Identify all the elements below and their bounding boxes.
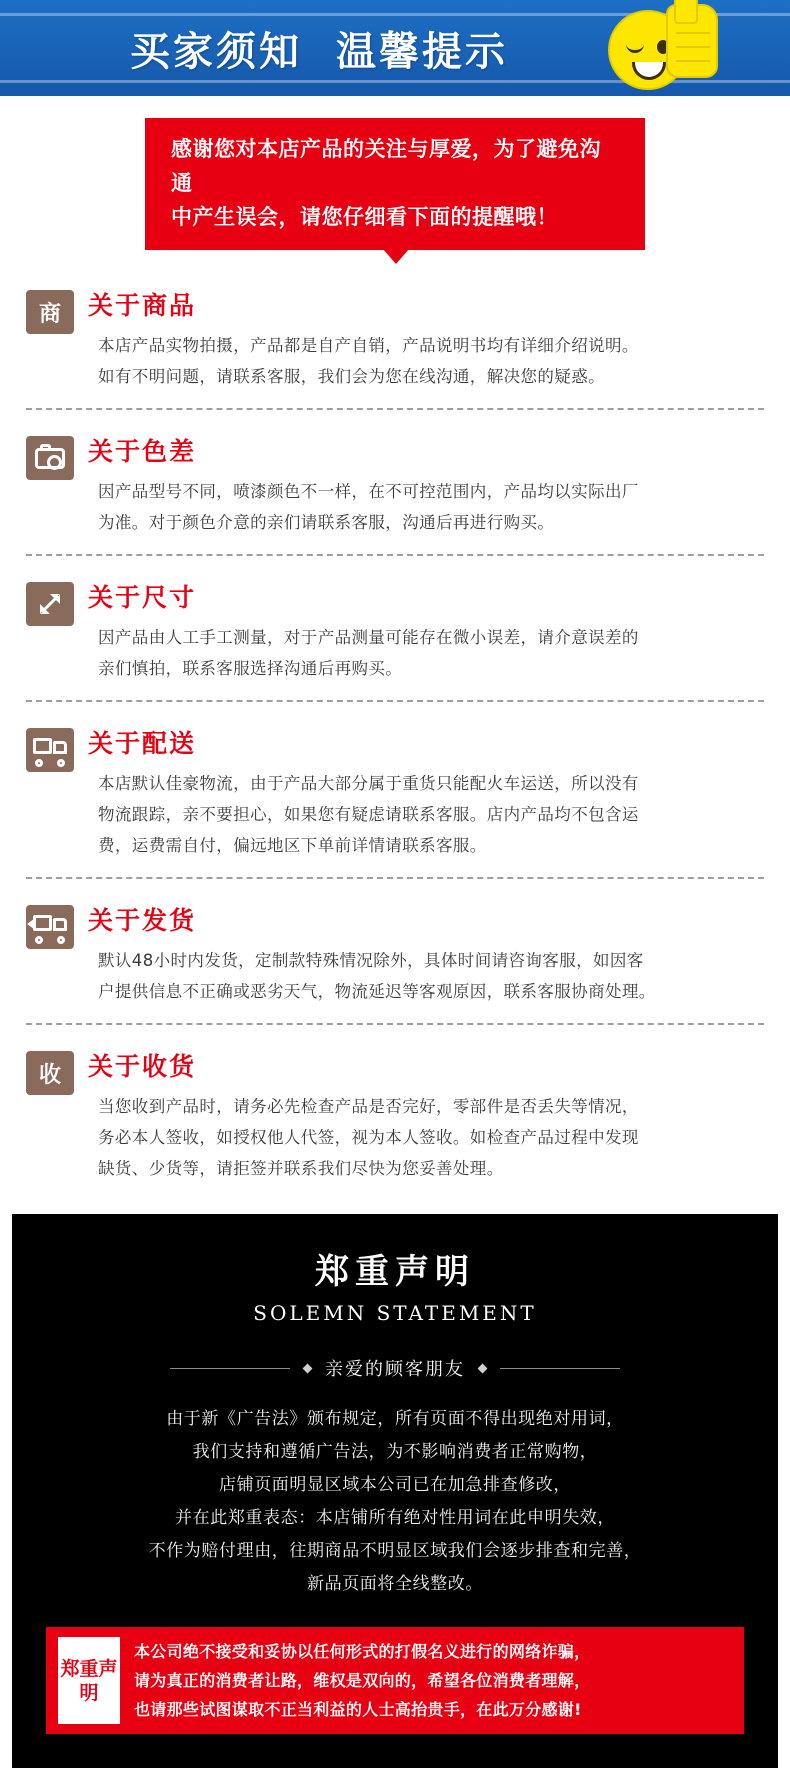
- section-goods-text: [88, 330, 764, 392]
- notice-line-1: 感谢您对本店产品的关注与厚爱，为了避免沟通: [171, 137, 601, 195]
- section-size-body: [88, 578, 764, 684]
- thumb-hand: [666, 4, 718, 78]
- page-header: [0, 0, 790, 96]
- solemn-title: 郑重声明: [315, 1252, 475, 1292]
- text-line: 物流跟踪，亲不要担心，如果您有疑虑请联系客服。店内产品均不包含运: [98, 805, 639, 824]
- text-line: 如有不明问题，请联系客服，我们会为您在线沟通，解决您的疑惑。: [98, 367, 605, 386]
- divider: [26, 554, 764, 556]
- text-line: 当您收到产品时，请务必先检查产品是否完好，零部件是否丢失等情况，: [98, 1097, 639, 1116]
- divider: [26, 1023, 764, 1025]
- thumb-line-3: [676, 60, 710, 62]
- solemn-line: 店铺页面明显区域本公司已在加急排查修改，: [219, 1475, 571, 1495]
- truck-wheel-left: [35, 759, 43, 767]
- section-color-title: 关于色差: [88, 437, 197, 466]
- page-title: 买家须知: [130, 28, 302, 75]
- section-delivery-text: [88, 768, 764, 861]
- truck-box: [33, 738, 52, 754]
- text-line: 因产品由人工手工测量，对于产品测量可能存在微小误差，请介意误差的: [98, 628, 639, 647]
- goods-icon-label: 商: [38, 301, 61, 327]
- header-title-wrap: [130, 20, 508, 77]
- dear-rule-right: [500, 1368, 620, 1369]
- text-line: 费，运费需自付，偏远地区下单前详情请联系客服。: [98, 836, 487, 855]
- notice-line-2: 中产生误会，请您仔细看下面的提醒哦！: [171, 205, 558, 229]
- red-line: 本公司绝不接受和妥协以任何形式的打假名义进行的网络诈骗，: [134, 1642, 591, 1661]
- truck-shipping-icon: [26, 905, 74, 949]
- sections-list: [0, 256, 790, 1200]
- solemn-line: 不作为赔付理由，往期商品不明显区域我们会逐步排查和完善，: [148, 1541, 642, 1561]
- solemn-line: 新品页面将全线整改。: [307, 1574, 483, 1594]
- text-line: 缺货、少货等，请拒签并联系我们尽快为您妥善处理。: [98, 1159, 504, 1178]
- notice-wrap: [0, 96, 790, 256]
- thumb-line-2: [676, 46, 710, 48]
- solemn-statement-block: [12, 1214, 778, 1768]
- camera-icon: [26, 436, 74, 480]
- text-line: 本店默认佳豪物流，由于产品大部分属于重货只能配火车运送，所以没有: [98, 774, 639, 793]
- emoji-mouth: [632, 62, 666, 80]
- truck-wheel-right: [57, 759, 65, 767]
- section-goods-body: [88, 286, 764, 392]
- solemn-body: [36, 1403, 754, 1601]
- section-color: [26, 428, 764, 554]
- red-line: 请为真正的消费者让路，维权是双向的，希望各位消费者理解，: [134, 1671, 591, 1690]
- solemn-line: 由于新《广告法》颁布规定，所有页面不得出现绝对用词，: [166, 1409, 624, 1429]
- section-size: [26, 574, 764, 700]
- solemn-stamp: 郑重声明: [58, 1637, 120, 1724]
- red-line: 也请那些试图谋取不正当利益的人士高抬贵手，在此万分感谢!: [134, 1700, 582, 1719]
- diamond-icon: [303, 1363, 313, 1373]
- section-delivery-body: [88, 724, 764, 861]
- section-color-body: [88, 432, 764, 538]
- solemn-line: 我们支持和遵循广告法，为不影响消费者正常购物，: [192, 1442, 598, 1462]
- truck-icon: [26, 728, 74, 772]
- text-line: 务必本人签收，如授权他人代签，视为本人签收。如检查产品过程中发现: [98, 1128, 639, 1147]
- dear-customer-row: [36, 1355, 754, 1381]
- section-size-title: 关于尺寸: [88, 583, 197, 612]
- text-line: 亲们慎拍，联系客服选择沟通后再购买。: [98, 659, 403, 678]
- text-line: 本店产品实物拍摄，产品都是自产自销，产品说明书均有详细介绍说明。: [98, 336, 639, 355]
- solemn-red-text: [134, 1637, 732, 1724]
- receive-icon: [26, 1051, 74, 1095]
- solemn-red-box: [46, 1627, 744, 1734]
- truck-cab: [53, 741, 67, 754]
- section-receiving-body: [88, 1047, 764, 1184]
- section-goods: [26, 282, 764, 408]
- solemn-line: 并在此郑重表态：本店铺所有绝对性用词在此申明失效，: [175, 1508, 615, 1528]
- truck-cab: [53, 918, 67, 931]
- section-shipping-body: [88, 901, 764, 1007]
- section-delivery-title: 关于配送: [88, 729, 197, 758]
- section-shipping: [26, 897, 764, 1023]
- truck-wheel-left: [35, 936, 43, 944]
- thumbs-up-wink-emoji-icon: [608, 4, 718, 108]
- section-shipping-title: 关于发货: [88, 906, 197, 935]
- section-shipping-text: [88, 945, 764, 1007]
- text-line: 户提供信息不正确或恶劣天气，物流延迟等客观原因，联系客服协商处理。: [98, 982, 656, 1001]
- divider: [26, 408, 764, 410]
- section-size-text: [88, 622, 764, 684]
- diamond-icon: [478, 1363, 488, 1373]
- emoji-eye-closed: [626, 44, 644, 53]
- section-delivery: [26, 720, 764, 877]
- divider: [26, 700, 764, 702]
- notice-tail: [383, 249, 409, 264]
- truck-box: [33, 915, 52, 931]
- dear-customer-label: 亲爱的顾客朋友: [325, 1359, 465, 1380]
- text-line: 为准。对于颜色介意的亲们请联系客服，沟通后再进行购买。: [98, 513, 555, 532]
- page-subtitle: 温馨提示: [336, 28, 508, 75]
- solemn-subtitle: SOLEMN STATEMENT: [253, 1301, 537, 1325]
- thumb-line-1: [676, 32, 710, 34]
- section-receiving: [26, 1043, 764, 1200]
- truck-wheel-right: [57, 936, 65, 944]
- receive-icon-label: 收: [38, 1062, 61, 1088]
- section-receiving-text: [88, 1091, 764, 1184]
- section-receiving-title: 关于收货: [88, 1052, 197, 1081]
- section-goods-title: 关于商品: [88, 291, 197, 320]
- dear-rule-left: [170, 1368, 290, 1369]
- notice-banner: [145, 118, 645, 250]
- section-color-text: [88, 476, 764, 538]
- resize-arrow-icon: [26, 582, 74, 626]
- goods-icon: [26, 290, 74, 334]
- text-line: 因产品型号不同，喷漆颜色不一样，在不可控范围内，产品均以实际出厂: [98, 482, 639, 501]
- text-line: 默认48小时内发货，定制款特殊情况除外，具体时间请咨询客服，如因客: [98, 951, 644, 970]
- divider: [26, 877, 764, 879]
- camera-icon-body: [35, 448, 65, 469]
